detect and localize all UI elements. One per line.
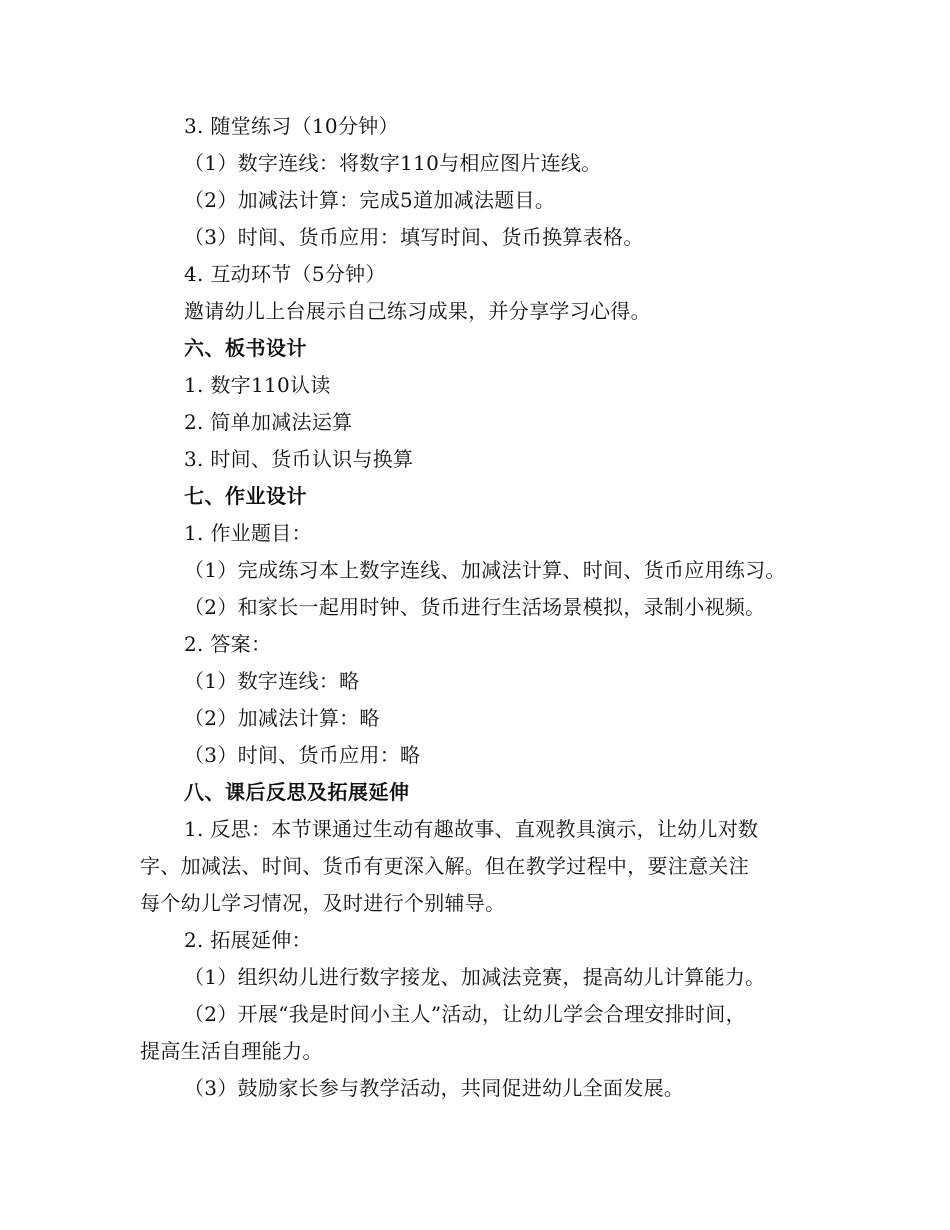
reflection-line-3: 每个幼儿学习情况，及时进行个别辅导。 — [140, 891, 506, 915]
board-item-3: 3. 时间、货币认识与换算 — [184, 447, 414, 471]
section-7-heading: 七、作业设计 — [184, 484, 307, 508]
section-6-heading: 六、板书设计 — [184, 336, 307, 360]
homework-item-1: （1）完成练习本上数字连线、加减法计算、时间、货币应用练习。 — [184, 558, 786, 582]
answer-item-1: （1）数字连线：略 — [184, 669, 360, 693]
reflection-line-2: 字、加减法、时间、货币有更深入解。但在教学过程中，要注意关注 — [140, 854, 749, 878]
answer-item-3: （3）时间、货币应用：略 — [184, 743, 421, 767]
practice-heading: 3. 随堂练习（10分钟） — [184, 114, 399, 138]
homework-item-2: （2）和家长一起用时钟、货币进行生活场景模拟，录制小视频。 — [184, 595, 766, 619]
board-item-1: 1. 数字110认读 — [184, 373, 331, 397]
extension-item-2: （2）开展“我是时间小主人”活动，让幼儿学会合理安排时间， — [184, 1002, 746, 1026]
practice-item-1: （1）数字连线：将数字110与相应图片连线。 — [184, 151, 602, 175]
extension-item-3: （3）鼓励家长参与教学活动，共同促进幼儿全面发展。 — [184, 1076, 685, 1100]
practice-item-3: （3）时间、货币应用：填写时间、货币换算表格。 — [184, 225, 644, 249]
interaction-text: 邀请幼儿上台展示自己练习成果，并分享学习心得。 — [184, 299, 651, 323]
extension-item-2-cont: 提高生活自理能力。 — [140, 1039, 323, 1063]
homework-title: 1. 作业题目： — [184, 521, 312, 545]
board-item-2: 2. 简单加减法运算 — [184, 410, 353, 434]
reflection-line-1: 1. 反思：本节课通过生动有趣故事、直观教具演示，让幼儿对数 — [184, 817, 759, 841]
answer-item-2: （2）加减法计算：略 — [184, 706, 380, 730]
extension-item-1: （1）组织幼儿进行数字接龙、加减法竞赛，提高幼儿计算能力。 — [184, 965, 766, 989]
interaction-heading: 4. 互动环节（5分钟） — [184, 262, 386, 286]
section-8-heading: 八、课后反思及拓展延伸 — [184, 780, 410, 804]
answer-title: 2. 答案： — [184, 632, 272, 656]
extension-title: 2. 拓展延伸： — [184, 928, 312, 952]
practice-item-2: （2）加减法计算：完成5道加减法题目。 — [184, 188, 556, 212]
